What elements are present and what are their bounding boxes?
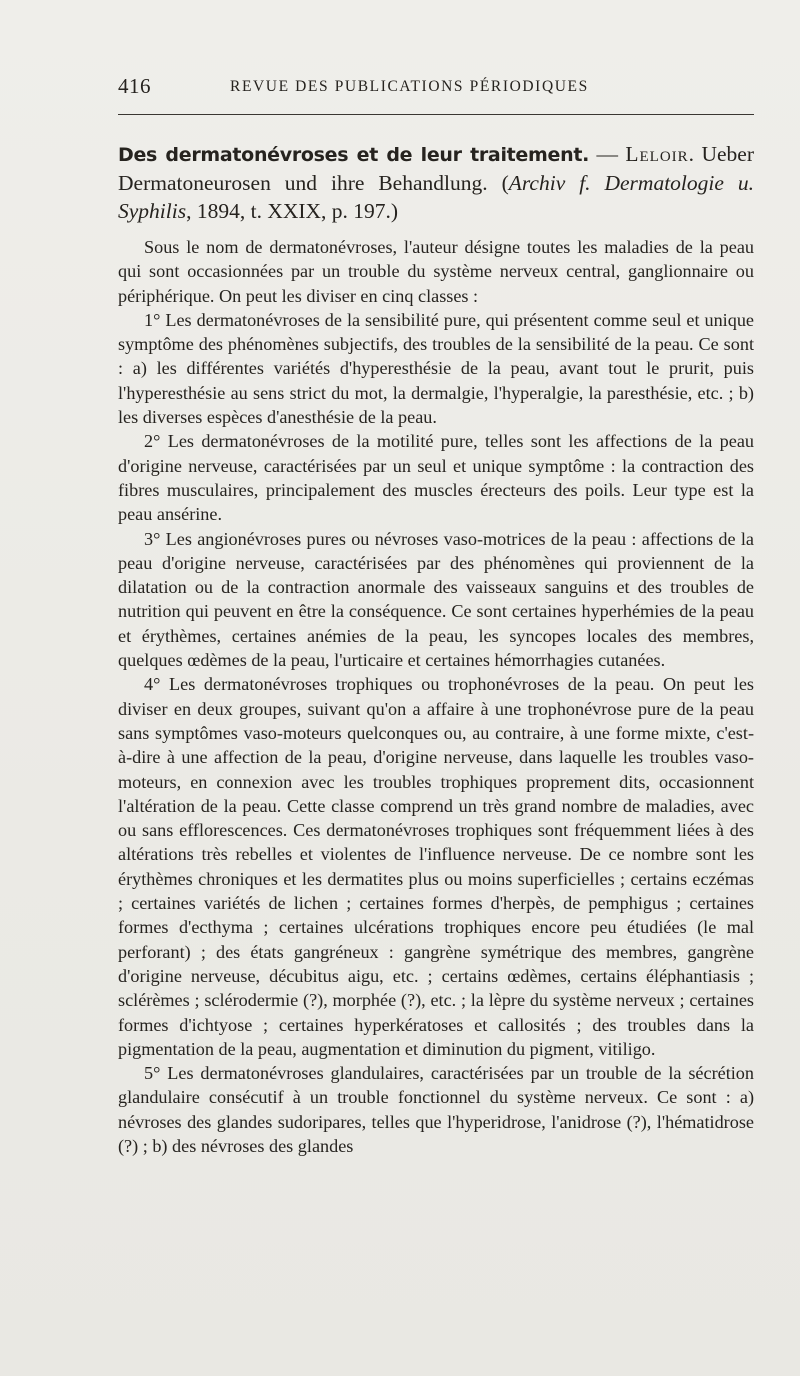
paragraph-class-1: 1° Les dermatonévroses de la sensibilité pure, qui présentent comme seul et unique symptôme des phénomènes subjectifs, des troubles de la sensibilité de la peau. Ce sont : a) les différentes variétés d'hyperesthésie de la peau, avant tout le prurit, puis l'hyperesthésie au sens strict du mot, la dermalgie, l'hyperalgie, la paresthésie, etc. ; b) les diverses espèces d'anesthésie de la peau. [118, 309, 754, 428]
paragraph-class-4: 4° Les dermatonévroses trophiques ou trophonévroses de la peau. On peut les diviser en deux groupes, suivant qu'on a affaire à une trophonévrose pure de la peau sans symptômes vaso-moteurs quelconques ou, au contraire, à une forme mixte, c'est-à-dire à une affection de la peau, d'origine nerveuse, dans laquelle les troubles vaso-moteurs, en connexion avec les troubles trophiques proprement dits, occasionnent l'altération de la peau. Cette classe comprend un très grand nombre de maladies, avec ou sans efflorescences. Ces dermatonévroses trophiques sont fréquemment liées à des altérations très rebelles et violentes de l'influence nerveuse. De ce nombre sont les érythèmes chroniques et les dermatites plus ou moins superficielles ; certains eczémas ; certaines variétés de lichen ; certaines formes d'herpès, de pemphigus ; certaines formes d'ecthyma ; certaines ulcérations trophiques encore peu étudiées (le mal perforant) ; des états gangréneux : gangrène symétrique des membres, gangrène d'origine nerveuse, décubitus aigu, etc. ; certains œdèmes, certains éléphantiasis ; sclérèmes ; sclérodermie (?), morphée (?), etc. ; la lèpre du système nerveux ; certaines formes d'ichtyose ; certaines hyperkératoses et callosités ; des troubles dans la pigmentation de la peau, augmentation et diminution du pigment, vitiligo. [118, 674, 754, 1059]
paragraph-class-2: 2° Les dermatonévroses de la motilité pure, telles sont les affections de la peau d'origine nerveuse, caractérisées par un seul et unique symptôme : la contraction des fibres musculaires, principalement des muscles érecteurs des poils. Leur type est la peau ansérine. [118, 431, 754, 525]
article-title [118, 140, 754, 225]
page-header [118, 74, 754, 104]
page-number: 416 [118, 74, 151, 98]
running-head: REVUE DES PUBLICATIONS PÉRIODIQUES [230, 78, 589, 95]
title-dash: — [589, 142, 626, 166]
header-rule [118, 114, 754, 115]
title-heading: Des dermatonévroses et de leur traitement. [118, 144, 590, 166]
paragraph-intro: Sous le nom de dermatonévroses, l'auteur désigne toutes les maladies de la peau qui sont occasionnées par un trouble du système nerveux central, ganglionnaire ou périphérique. On peut les diviser en cinq classes : [118, 237, 754, 306]
title-german: . Ueber Dermatoneurosen und ihre Behandlung. ( [118, 142, 754, 195]
paragraph-class-3: 3° Les angionévroses pures ou névroses vaso-motrices de la peau : affections de la peau d'origine nerveuse, caractérisées par des phénomènes qui proviennent de la dilatation ou de la contraction anormale des vaisseaux sanguins et des troubles de nutrition qui peuvent en être la conséquence. Ce sont certaines hyperhémies de la peau et érythèmes, certaines anémies de la peau, les syncopes locales des membres, quelques œdèmes de la peau, l'urticaire et certaines hémorrhagies cutanées. [118, 528, 754, 671]
article-body [118, 140, 754, 1158]
author-name: Leloir [625, 142, 689, 166]
journal-name: Archiv f. Dermatologie u. Syphilis [118, 171, 754, 223]
citation: , 1894, t. XXIX, p. 197.) [186, 199, 399, 223]
paragraph-class-5: 5° Les dermatonévroses glandulaires, caractérisées par un trouble de la sécrétion glandulaire consécutif à un trouble fonctionnel du système nerveux. Ce sont : a) névroses des glandes sudoripares, telles que l'hyperidrose, l'anidrose (?), l'hématidrose (?) ; b) des névroses des glandes [118, 1063, 754, 1156]
